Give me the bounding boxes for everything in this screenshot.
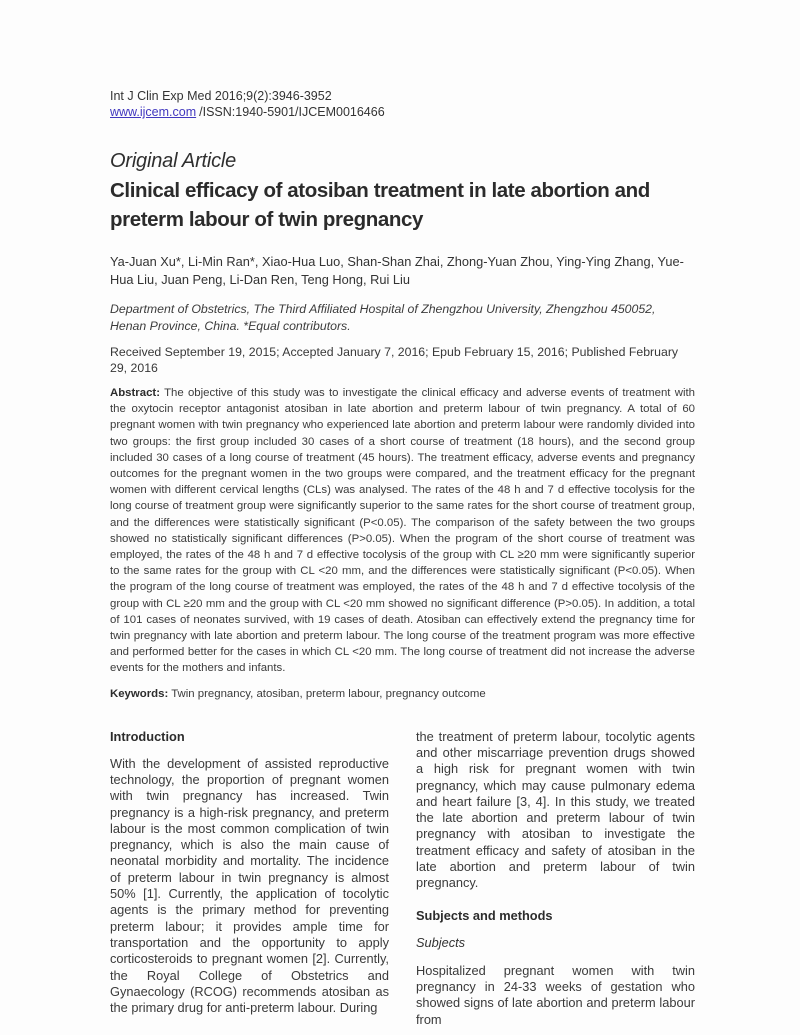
right-column: [416, 729, 695, 1028]
keywords-text: Twin pregnancy, atosiban, preterm labour, pregnancy outcome: [168, 687, 486, 700]
intro-paragraph: With the development of assisted reproductive technology, the proportion of pregnant women with twin pregnancy has increased. Twin pregnancy is a high-risk pregnancy, and preterm labour is the most common complication of twin pregnancy, which is also the main cause of neonatal morbidity and mortality. The incidence of preterm labour in twin pregnancy is almost 50% [1]. Currently, the application of tocolytic agents is the primary method for preventing preterm labour; it provides ample time for transportation and the opportunity to apply corticosteroids to pregnant women [2]. Currently, the Royal College of Obstetrics and Gynaecology (RCOG) recommends atosiban as the primary drug for anti-preterm labour. During: [110, 755, 389, 1016]
methods-heading: Subjects and methods: [416, 907, 553, 923]
two-column-body: [110, 729, 695, 1028]
issn-line: [110, 104, 695, 120]
issn-text: /ISSN:1940-5901/IJCEM0016466: [199, 105, 385, 119]
intro-heading: Introduction: [110, 728, 185, 744]
keywords-label: Keywords:: [110, 687, 169, 700]
left-column: [110, 729, 389, 1028]
article-title: Clinical efficacy of atosiban treatment in late abortion and preterm labour of twin pregnancy: [110, 179, 650, 231]
article-type-label: Original Article: [110, 150, 237, 172]
abstract-paragraph: [110, 385, 695, 677]
subjects-paragraph: Hospitalized pregnant women with twin pregnancy in 24-33 weeks of gestation who showed signs of late abortion and preterm labour from: [416, 962, 695, 1027]
abstract-label: Abstract:: [110, 387, 161, 399]
affiliation-line: Department of Obstetrics, The Third Affiliated Hospital of Zhengzhou University, Zhengzhou 450052, Henan Province, China. *Equal contributors.: [110, 302, 656, 333]
abstract-text: The objective of this study was to investigate the clinical efficacy and adverse events of treatment with the oxytocin receptor antagonist atosiban in late abortion and preterm labour of twin pregnancy. A total of 60 pregnant women with twin pregnancy who experienced late abortion and preterm labour were randomly divided into two groups: the first group included 30 cases of a short course of treatment (18 hours), and the second group included 30 cases of a long course of treatment (45 hours). The treatment efficacy, adverse events and pregnancy outcomes for the pregnant women in the two groups were compared, and the treatment efficacy for the pregnant women with different cervical lengths (CLs) was analysed. The rates of the 48 h and 7 d effective tocolysis for the long course of treatment group were significantly superior to the same rates for the short course of treatment group, and the differences were statistically significant (P<0.05). The comparison of the safety between the two groups showed no statistically significant differences (P>0.05). When the program of the short course of treatment was employed, the rates of the 48 h and 7 d effective tocolysis of the group with CL ≥20 mm were significantly superior to the same rates for the group with CL <20 mm, and the differences were statistically significant (P<0.05). When the program of the long course of treatment was employed, the rates of the 48 h and 7 d effective tocolysis of the group with CL ≥20 mm and the group with CL <20 mm showed no significant difference (P>0.05). In addition, a total of 101 cases of neonates survived, with 19 cases of death. Atosiban can effectively extend the pregnancy time for twin pregnancy with late abortion and preterm labour. The long course of the treatment program was more effective and performed better for the cases in which CL <20 mm. The long course of treatment did not increase the adverse events for the mothers and infants.: [110, 387, 695, 675]
page-header: [110, 88, 695, 120]
journal-citation: Int J Clin Exp Med 2016;9(2):3946-3952: [110, 89, 332, 103]
subjects-subheading: Subjects: [416, 934, 466, 950]
journal-url-link[interactable]: www.ijcem.com: [110, 105, 197, 119]
keywords-line: [110, 686, 695, 702]
authors-line: Ya-Juan Xu*, Li-Min Ran*, Xiao-Hua Luo, Shan-Shan Zhai, Zhong-Yuan Zhou, Ying-Ying Zhang, Yue-Hua Liu, Juan Peng, Li-Dan Ren, Teng Hong, Rui Liu: [110, 254, 684, 287]
continuation-paragraph: the treatment of preterm labour, tocolytic agents and other miscarriage prevention drugs showed a high risk for pregnant women with twin pregnancy, which may cause pulmonary edema and heart failure [3, 4]. In this study, we treated the late abortion and preterm labour of twin pregnancy with atosiban to investigate the treatment efficacy and safety of atosiban in the late abortion and preterm labour of twin pregnancy.: [416, 728, 695, 891]
dates-line: Received September 19, 2015; Accepted January 7, 2016; Epub February 15, 2016; Published February 29, 2016: [110, 345, 679, 375]
